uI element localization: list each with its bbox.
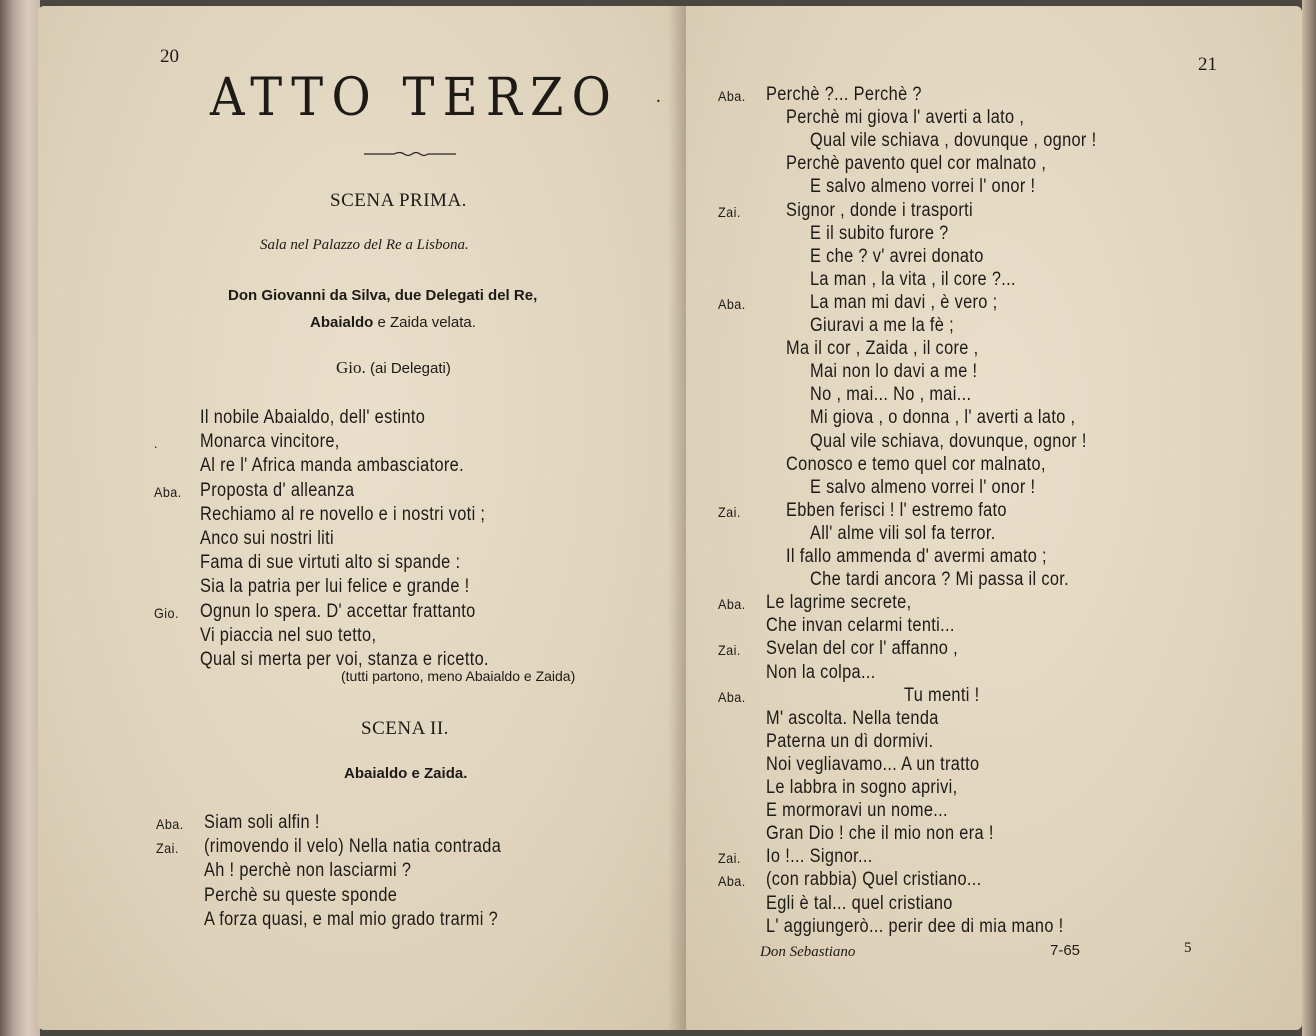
verse-line: Ognun lo spera. D' accettar frattanto (200, 600, 476, 622)
verse-line: La man , la vita , il core ?... (810, 268, 1016, 290)
page-number-right: 21 (1198, 54, 1217, 75)
verse-line: Tu menti ! (904, 684, 980, 706)
verse-line: E salvo almeno vorrei l' onor ! (810, 476, 1036, 498)
verse-line: Sia la patria per lui felice e grande ! (200, 576, 470, 598)
scene-one-characters: Don Giovanni da Silva, due Delegati del Re, (228, 287, 538, 304)
speaker-label: Zai. (718, 503, 741, 520)
verse-line: Conosco e temo quel cor malnato, (786, 453, 1046, 475)
scene-two-title: SCENA II. (361, 718, 449, 739)
verse-line: Che invan celarmi tenti... (766, 615, 955, 637)
speaker-label: Zai. (718, 642, 741, 659)
speaker-label: Zai. (156, 840, 179, 857)
scene-one-setting: Sala nel Palazzo del Re a Lisbona. (260, 237, 469, 253)
verse-line: Monarca vincitore, (200, 431, 340, 453)
speaker-label: Aba. (718, 873, 746, 890)
footer-mark: 5 (1184, 940, 1192, 956)
verse-line: Che tardi ancora ? Mi passa il cor. (810, 569, 1070, 591)
speaker-gio: Gio. (336, 358, 366, 377)
verse-line: E il subito furore ? (810, 222, 949, 244)
verse-line: Mai non lo davi a me ! (810, 361, 978, 383)
page-number-left: 20 (160, 46, 179, 67)
speaker-label: Gio. (154, 604, 179, 621)
verse-line: Proposta d' alleanza (200, 479, 355, 501)
speaker-label: Aba. (718, 688, 746, 705)
gio-cue (336, 358, 451, 378)
verse-line: Egli è tal... quel cristiano (766, 892, 953, 914)
speaker-label: . (154, 435, 158, 452)
verse-line: E che ? v' avrei donato (810, 245, 984, 267)
speaker-label: Aba. (156, 816, 184, 832)
verse-line: (rimovendo il velo) Nella natia contrada (204, 836, 502, 858)
page-edges-right (1302, 0, 1316, 1036)
verse-line: L' aggiungerò... perir dee di mia mano ! (766, 915, 1064, 937)
verse-line: Signor , donde i trasporti (786, 199, 973, 221)
verse-line: Qual vile schiava , dovunque , ognor ! (810, 130, 1097, 152)
verse-line: Anco sui nostri liti (200, 528, 335, 549)
verse-line: Perchè mi giova l' averti a lato , (786, 107, 1025, 129)
verse-line: La man mi davi , è vero ; (810, 291, 998, 313)
verse-line: A forza quasi, e mal mio grado trarmi ? (204, 908, 499, 930)
verse-line: All' alme vili sol fa terror. (810, 522, 996, 544)
scene-one-title: SCENA PRIMA. (330, 190, 467, 211)
verse-line: No , mai... No , mai... (810, 384, 972, 406)
verse-line: Ebben ferisci ! l' estremo fato (786, 499, 1007, 521)
exit-direction: (tutti partono, meno Abaialdo e Zaida) (341, 668, 576, 684)
scene-two-characters: Abaialdo e Zaida. (344, 765, 468, 782)
verse-line: Fama di sue virtuti alto si spande : (200, 552, 461, 574)
verse-line: Le lagrime secrete, (766, 592, 912, 614)
verse-line: Perchè pavento quel cor malnato , (786, 153, 1047, 175)
act-title: ATTO TERZO (210, 68, 620, 128)
speaker-label: Zai. (718, 203, 741, 220)
verse-line: E mormoravi un nome... (766, 800, 948, 822)
verse-line: Noi vegliavamo... A un tratto (766, 753, 980, 775)
footer-title: Don Sebastiano (760, 944, 856, 960)
verse-line: Giuravi a me la fè ; (810, 315, 955, 336)
character-rest: e Zaida velata. (373, 314, 476, 331)
verse-line: Perchè su queste sponde (204, 884, 398, 906)
page-edges-left (0, 0, 40, 1036)
character-abaialdo: Abaialdo (310, 314, 374, 331)
act-title-dot: . (656, 86, 661, 107)
verse-line: Al re l' Africa manda ambasciatore. (200, 455, 465, 477)
ornamental-divider (364, 150, 456, 152)
verse-line: Ah ! perchè non lasciarmi ? (204, 860, 412, 882)
speaker-label: Aba. (718, 596, 746, 613)
stage-direction: (ai Delegati) (370, 360, 451, 377)
verse-line: M' ascolta. Nella tenda (766, 707, 939, 729)
verse-line: Il fallo ammenda d' avermi amato ; (786, 546, 1047, 567)
verse-line: Svelan del cor l' affanno , (766, 638, 958, 660)
verse-line: Il nobile Abaialdo, dell' estinto (200, 407, 426, 428)
left-page (38, 6, 686, 1030)
verse-line: Qual vile schiava, dovunque, ognor ! (810, 430, 1087, 452)
speaker-label: Aba. (154, 483, 182, 500)
verse-line: Le labbra in sogno aprivi, (766, 777, 958, 798)
verse-line: (con rabbia) Quel cristiano... (766, 869, 982, 891)
verse-line: Perchè ?... Perchè ? (766, 84, 922, 105)
right-page (686, 6, 1302, 1030)
verse-line: Siam soli alfin ! (204, 812, 320, 833)
scene-one-characters-line2 (310, 314, 476, 331)
speaker-label: Aba. (718, 88, 746, 104)
verse-line: Mi giova , o donna , l' averti a lato , (810, 407, 1076, 429)
verse-line: E salvo almeno vorrei l' onor ! (810, 176, 1036, 198)
verse-line: Non la colpa... (766, 661, 876, 683)
footer-signature: 7-65 (1050, 942, 1081, 959)
verse-line: Ma il cor , Zaida , il core , (786, 338, 979, 360)
verse-line: Rechiamo al re novello e i nostri voti ; (200, 503, 486, 525)
verse-line: Paterna un dì dormivi. (766, 730, 934, 752)
verse-line: Io !... Signor... (766, 846, 873, 868)
verse-line: Vi piaccia nel suo tetto, (200, 624, 377, 646)
verse-line: Gran Dio ! che il mio non era ! (766, 823, 994, 845)
speaker-label: Aba. (718, 295, 746, 312)
speaker-label: Zai. (718, 850, 741, 867)
verse-line: Qual si merta per voi, stanza e ricetto. (200, 649, 489, 670)
